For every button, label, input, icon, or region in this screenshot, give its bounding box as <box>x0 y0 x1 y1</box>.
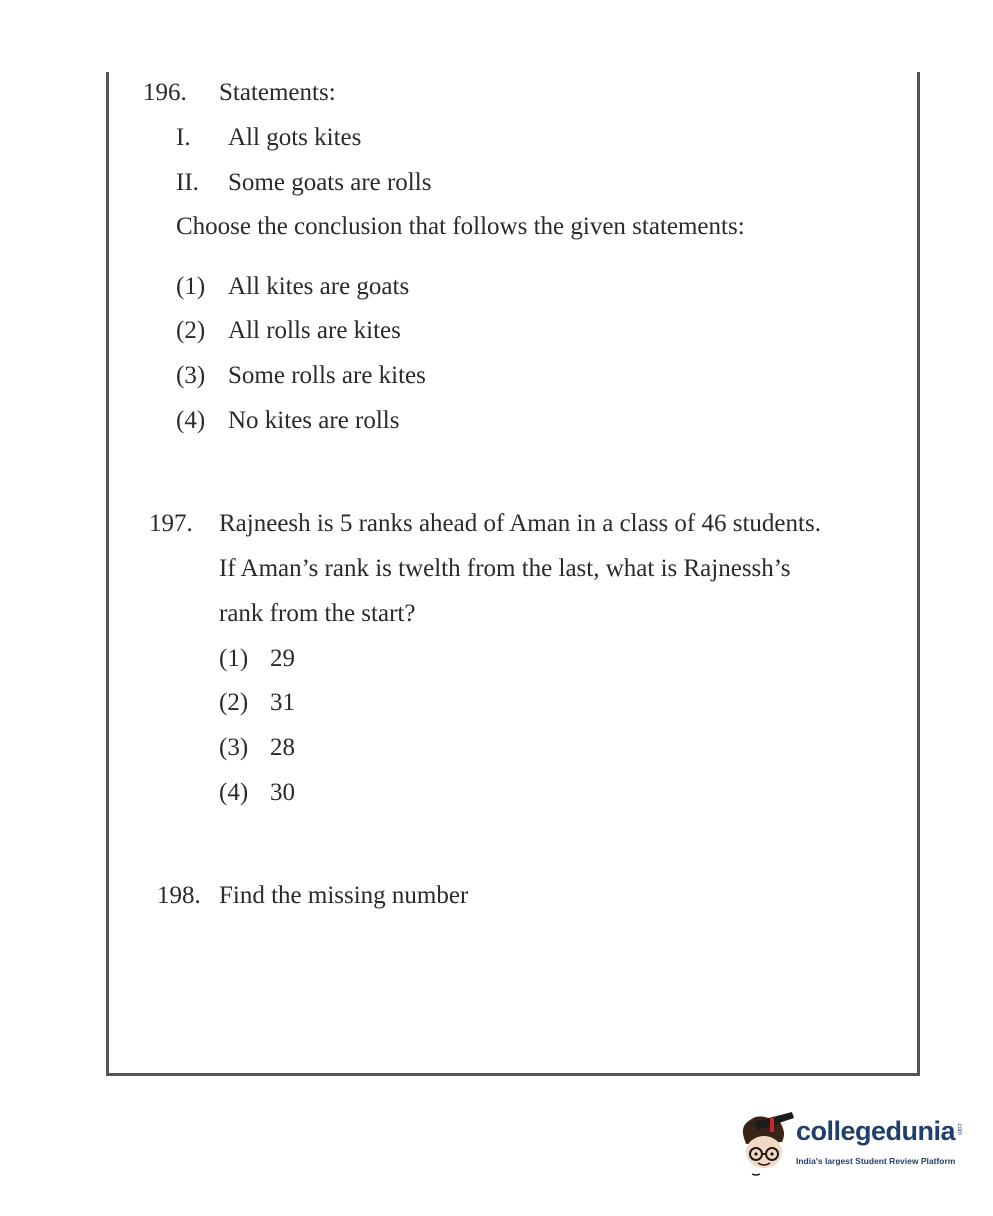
q198-text: Find the missing number <box>219 882 469 909</box>
q196-statement-2-text: Some goats are rolls <box>228 169 432 196</box>
q196-option-1-text: All kites are goats <box>228 273 410 300</box>
q196-option-1-label: (1) <box>176 273 206 300</box>
q196-option-3-text: Some rolls are kites <box>228 362 426 389</box>
q197-number: 197. <box>149 510 193 537</box>
q197-line-2: If Aman’s rank is twelth from the last, what is Rajnessh’s <box>219 555 791 582</box>
q196-option-2-label: (2) <box>176 317 206 344</box>
q196-option-4-label: (4) <box>176 407 206 434</box>
q197-option-4-text: 30 <box>270 779 295 806</box>
q197-line-1: Rajneesh is 5 ranks ahead of Aman in a class of 46 students. <box>219 510 821 537</box>
q197-option-1-label: (1) <box>219 645 249 672</box>
q197-option-2-label: (2) <box>219 689 249 716</box>
q196-statement-1-text: All gots kites <box>228 124 362 151</box>
logo-tagline: India's largest Student Review Platform <box>796 1156 956 1166</box>
q197-option-1-text: 29 <box>270 645 295 672</box>
collegedunia-logo <box>736 1108 966 1178</box>
q197-option-3-text: 28 <box>270 734 295 761</box>
logo-wordmark: collegedunia <box>796 1116 956 1146</box>
q196-statement-2-label: II. <box>176 169 199 196</box>
student-mascot-icon <box>736 1108 796 1178</box>
q196-title: Statements: <box>219 79 336 106</box>
q197-line-3: rank from the start? <box>219 600 416 627</box>
q198-number: 198. <box>157 882 201 909</box>
q196-statement-1-label: I. <box>176 124 191 151</box>
q196-option-2-text: All rolls are kites <box>228 317 401 344</box>
q197-option-2-text: 31 <box>270 689 295 716</box>
q197-option-3-label: (3) <box>219 734 249 761</box>
q196-option-4-text: No kites are rolls <box>228 407 400 434</box>
q196-number: 196. <box>143 79 187 106</box>
logo-suffix: .com <box>956 1122 962 1136</box>
q197-option-4-label: (4) <box>219 779 249 806</box>
q196-option-3-label: (3) <box>176 362 206 389</box>
q196-prompt: Choose the conclusion that follows the given statements: <box>176 213 745 240</box>
